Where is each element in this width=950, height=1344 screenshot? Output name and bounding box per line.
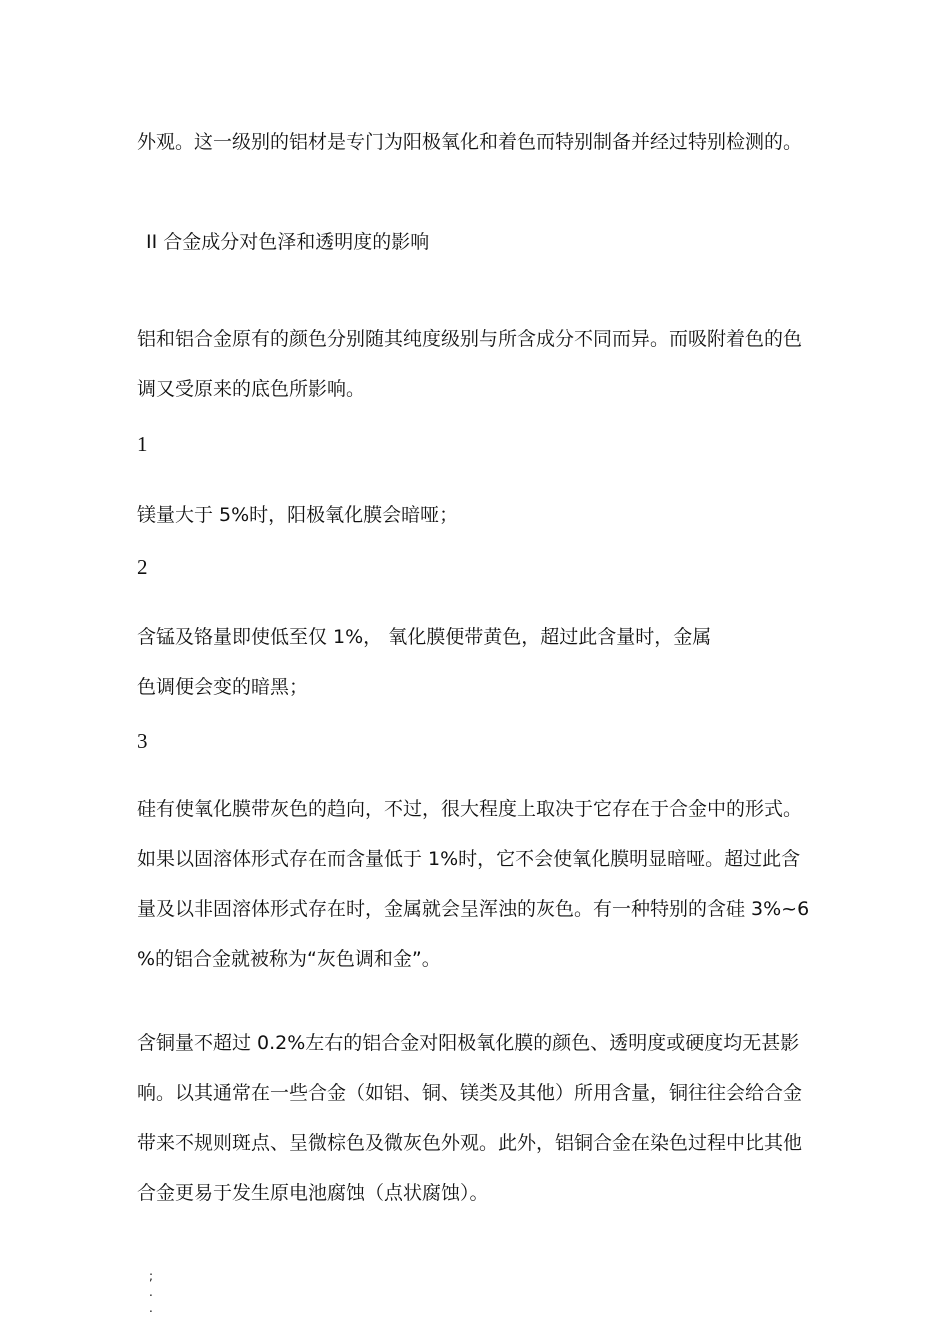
- paragraph-line: 响。以其通常在一些合金（如铝、铜、镁类及其他）所用含量，铜往往会给合金: [137, 1082, 803, 1104]
- section-heading: II 合金成分对色泽和透明度的影响: [146, 231, 430, 253]
- list-item-text: 色调便会变的暗黑；: [137, 676, 309, 698]
- list-number: 1: [137, 432, 148, 456]
- list-item-text: %的铝合金就被称为“灰色调和金”。: [137, 948, 441, 970]
- list-number: 2: [137, 555, 148, 579]
- list-item-text: 量及以非固溶体形式存在时，金属就会呈浑浊的灰色。有一种特别的含硅 3%~6: [137, 898, 810, 920]
- list-item-text: 如果以固溶体形式存在而含量低于 1%时，它不会使氧化膜明显暗哑。超过此含: [137, 848, 801, 870]
- paragraph-line: 调又受原来的底色所影响。: [137, 378, 366, 400]
- paragraph-line: 含铜量不超过 0.2%左右的铝合金对阳极氧化膜的颜色、透明度或硬度均无甚影: [137, 1032, 800, 1054]
- paragraph-line: 带来不规则斑点、呈微棕色及微灰色外观。此外，铝铜合金在染色过程中比其他: [137, 1132, 803, 1154]
- list-number: 3: [137, 729, 148, 753]
- footer-mark: ;: [149, 1269, 154, 1283]
- paragraph-line: 合金更易于发生原电池腐蚀（点状腐蚀）。: [137, 1182, 489, 1204]
- list-item-text: 硅有使氧化膜带灰色的趋向，不过，很大程度上取决于它存在于合金中的形式。: [137, 798, 803, 820]
- list-item-text: 含锰及铬量即使低至仅 1%， 氧化膜便带黄色，超过此含量时，金属: [137, 626, 712, 648]
- footer-mark: .: [149, 1301, 153, 1315]
- paragraph-line: 外观。这一级别的铝材是专门为阳极氧化和着色而特别制备并经过特别检测的。: [137, 131, 803, 153]
- footer-mark: .: [149, 1285, 153, 1299]
- list-item-text: 镁量大于 5%时，阳极氧化膜会暗哑；: [137, 504, 459, 526]
- paragraph-line: 铝和铝合金原有的颜色分别随其纯度级别与所含成分不同而异。而吸附着色的色: [137, 328, 803, 350]
